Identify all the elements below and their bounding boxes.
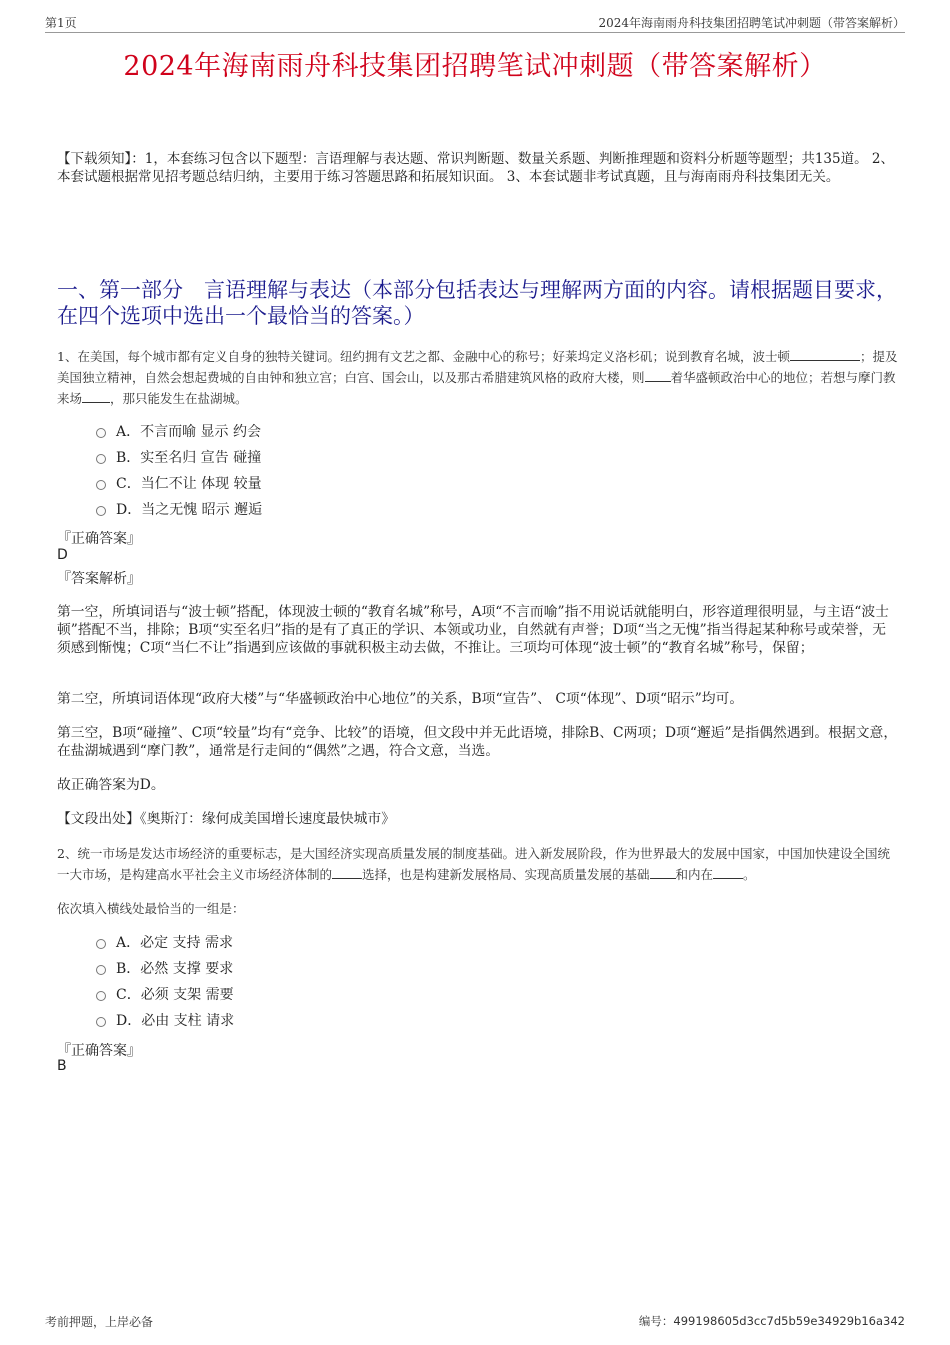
fill-blank [790,346,860,361]
fill-blank [332,864,362,879]
correct-answer: D [57,547,68,563]
radio-icon[interactable] [96,965,106,975]
q2-seg1: 2、统一市场是发达市场经济的重要标志，是大国经济实现高质量发展的制度基础。进入新发展阶段，作为世界最大的发展中国家，中国加快建设全国统一大市场，是构建高水平社会主义市场经济体制的 [57,846,890,882]
analysis-conclusion: 故正确答案为D。 [57,777,165,793]
option-c[interactable] [96,982,234,1008]
radio-icon[interactable] [96,480,106,490]
correct-answer-label: 『正确答案』 [57,531,141,547]
option-b[interactable] [96,445,262,471]
option-label: D．当之无愧 昭示 邂逅 [116,502,263,518]
fill-blank [713,864,743,879]
q1-seg3: 着华盛顿政治中心的地位；若想与摩门教来场 [57,370,896,406]
option-label: B．必然 支撑 要求 [116,961,234,977]
radio-icon[interactable] [96,506,106,516]
document-code: 编号：499198605d3cc7d5b59e34929b16a342 [638,1314,905,1328]
analysis-label: 『答案解析』 [57,571,141,587]
radio-icon[interactable] [96,991,106,1001]
option-label: D．必由 支柱 请求 [116,1013,235,1029]
analysis-paragraph: 第三空，B项“碰撞”、C项“较量”均有“竞争、比较”的语境，但文段中并无此语境，排除B、C两项；D项“邂逅”是指偶然遇到。根据文意，在盐湖城遇到“摩门教”，通常是行走间的“偶然”之遇，符合文意，当选。 [57,725,898,759]
q2-seg3: 和内在 [675,867,714,882]
q2-seg2: 选择，也是构建新发展格局、实现高质量发展的基础 [362,867,650,882]
page-header [45,14,905,33]
question-2-options [96,930,234,1034]
fill-blank [82,388,110,403]
download-notice: 【下载须知】：1，本套练习包含以下题型：言语理解与表达题、常识判断题、数量关系题、判断推理题和资料分析题等题型；共135道。 2、本套试题根据常见招考题总结归纳，主要用于练习答题思路和拓展知识面。 3、本套试题非考试真题，且与海南雨舟科技集团无关。 [57,151,894,185]
radio-icon[interactable] [96,428,106,438]
document-title: 2024年海南雨舟科技集团招聘笔试冲刺题（带答案解析） [123,51,827,82]
option-d[interactable] [96,497,262,523]
radio-icon[interactable] [96,1017,106,1027]
q1-seg2: ；提及美国独立精神，自然会想起费城的自由钟和独立宫；白宫、国会山，以及那古希腊建筑风格的政府大楼，则 [57,349,898,385]
q1-seg1: 1、在美国，每个城市都有定义自身的独特关键词。纽约拥有文艺之都、金融中心的称号；好莱坞定义洛杉矶；说到教育名城，波士顿 [57,349,790,364]
option-label: A．必定 支持 需求 [116,935,234,951]
option-label: C．必须 支架 需要 [116,987,234,1003]
fill-blank [645,367,671,382]
option-c[interactable] [96,471,262,497]
page-number-label: 第1页 [45,16,77,30]
option-b[interactable] [96,956,234,982]
analysis-paragraph: 第二空，所填词语体现“政府大楼”与“华盛顿政治中心地位”的关系，B项“宣告”、 C项“体现”、D项“昭示”均可。 [57,691,744,707]
option-a[interactable] [96,930,234,956]
radio-icon[interactable] [96,454,106,464]
option-label: B．实至名归 宣告 碰撞 [116,450,262,466]
correct-answer-label: 『正确答案』 [57,1043,141,1059]
question-1-text [57,346,899,409]
question-2-prompt: 依次填入横线处最恰当的一组是： [57,901,245,916]
option-label: C．当仁不让 体现 较量 [116,476,262,492]
analysis-paragraph: 第一空，所填词语与“波士顿”搭配，体现波士顿的“教育名城”称号，A项“不言而喻”指不用说话就能明白，形容道理很明显，与主语“波士顿”搭配不当，排除；B项“实至名归”指的是有了真正的学识、本领或功业，自然就有声誉；D项“当之无愧”指当得起某种称号或荣誉，无须感到惭愧；C项“当仁不让”指遇到应该做的事就积极主动去做，不推让。三项均可体现“波士顿”的“教育名城”称号，保留； [57,604,889,656]
fill-blank [650,864,676,879]
radio-icon[interactable] [96,939,106,949]
header-doc-title: 2024年海南雨舟科技集团招聘笔试冲刺题（带答案解析） [598,16,905,30]
option-label: A．不言而喻 显示 约会 [116,424,262,440]
page-footer [45,1313,905,1330]
footer-slogan: 考前押题，上岸必备 [45,1315,154,1329]
correct-answer: B [57,1058,67,1074]
section-title: 一、第一部分 言语理解与表达（本部分包括表达与理解两方面的内容。请根据题目要求，在四个选项中选出一个最恰当的答案。） [57,278,897,328]
option-d[interactable] [96,1008,234,1034]
q1-seg4: ，那只能发生在盐湖城。 [110,391,248,406]
question-1-options [96,419,262,523]
option-a[interactable] [96,419,262,445]
question-2-text [57,843,899,885]
q2-seg4: 。 [743,867,756,882]
source-citation: 【文段出处】《奥斯汀：缘何成美国增长速度最快城市》 [57,811,396,827]
